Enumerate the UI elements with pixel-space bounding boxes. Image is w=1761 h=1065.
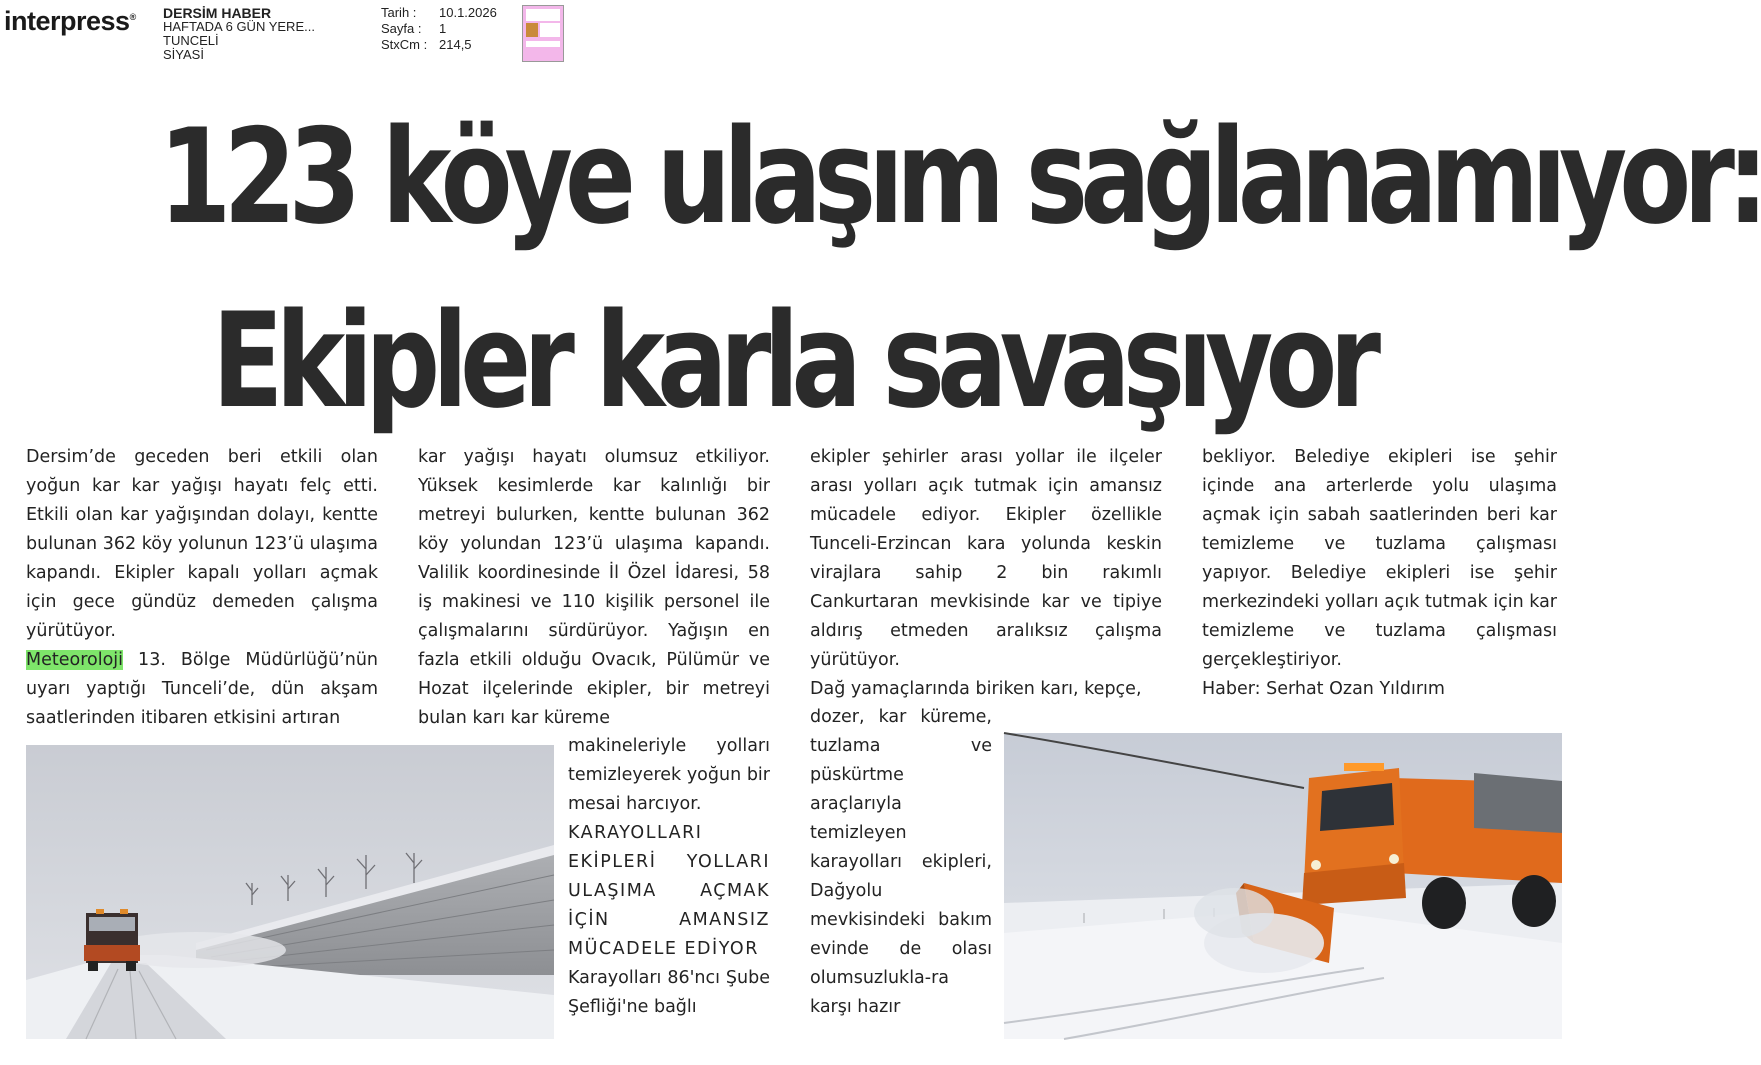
area-label: StxCm : <box>381 37 428 52</box>
highlighted-keyword: Meteoroloji <box>26 650 124 670</box>
paragraph: Dersim’de geceden beri etkili olan yoğun kar kar yağışı hayatı felç etti. Etkili olan kar yağışından dolayı, kentte bulunan 362 köy yolunun 123’ü ulaşıma kapandı. Ekipler kapalı yolları açmak için gece gündüz demeden çalışma yürütüyor. <box>26 447 378 641</box>
date-value: 10.1.2026 <box>439 5 497 20</box>
page-value: 1 <box>439 21 447 36</box>
paragraph: makineleriyle yolları temizleyerek yoğun bir mesai harcıyor. <box>568 736 770 814</box>
publication-category: SİYASİ <box>163 47 204 62</box>
area-value: 214,5 <box>439 37 472 52</box>
paragraph-text: 13. Bölge Müdürlüğü’nün uyarı yaptığı Tunceli’de, dün akşam saatlerinden itibaren etkisini artıran <box>26 650 378 728</box>
article-column-3 <box>810 443 1162 704</box>
byline: Haber: Serhat Ozan Yıldırım <box>1202 679 1445 699</box>
clipping-meta <box>381 5 497 53</box>
paragraph <box>26 646 378 733</box>
paragraph: kar yağışı hayatı olumsuz etkiliyor. Yüksek kesimlerde kar kalınlığı bir metreyi bulurken, kentte bulunan 362 köy yolundan 123’ü ulaşıma kapandı. Valilik koordinesinde İl Özel İdaresi, 58 iş makinesi ve 110 kişilik personel ile çalışmalarını sürdürüyor. Yağışın en fazla etkili olduğu Ovacık, Pülümür ve Hozat ilçelerinde ekipler, bir metreyi bulan karı kar küreme <box>418 447 770 728</box>
headline-line-2: Ekipler karla savaşıyor <box>211 284 1374 437</box>
logo-registered-mark: ® <box>129 12 136 22</box>
publication-frequency: HAFTADA 6 GÜN YERE... <box>163 19 315 34</box>
paragraph: Karayolları 86'ncı Şube Şefliği'ne bağlı <box>568 968 770 1017</box>
page-label: Sayfa : <box>381 21 422 36</box>
date-label: Tarih : <box>381 5 417 20</box>
paragraph: bekliyor. Belediye ekipleri ise şehir içinde ana arterlerde yolu ulaşıma açmak için sabah saatlerinden beri kar temizleme ve tuzlama çalışması yapıyor. Belediye ekipleri ise şehir merkezindeki yolları açık tutmak için kar temizleme ve tuzlama çalışması gerçekleştiriyor. <box>1202 447 1557 670</box>
article-column-2 <box>418 443 770 733</box>
article-column-2-lower <box>568 732 770 1022</box>
snowplow-on-road-photo <box>26 745 554 1039</box>
logo-text: interpress <box>4 6 130 36</box>
article-column-1 <box>26 443 378 733</box>
paragraph: Dağ yamaçlarında biriken karı, kepçe, <box>810 679 1142 699</box>
publication-city: TUNCELİ <box>163 33 219 48</box>
paragraph: dozer, kar küreme, tuzlama ve püskürtme araçlarıyla temizleyen karayolları ekipleri, Dağyolu mevkisindeki bakım evinde de olası olumsuzlukla-ra karşı hazır <box>810 707 992 1017</box>
interpress-logo <box>4 6 136 37</box>
headline <box>0 85 1761 453</box>
page-thumbnail[interactable] <box>522 5 564 62</box>
paragraph: ekipler şehirler arası yollar ile ilçeler arası yolları açık tutmak için amansız mücadele ediyor. Ekipler özellikle Tunceli-Erzincan kara yolunda keskin virajlara sahip 2 bin rakımlı Cankurtaran mevkisinde kar ve tipiye aldırış etmeden aralıksız çalışma yürütüyor. <box>810 447 1162 670</box>
publication-name: DERSİM HABER <box>163 5 272 21</box>
article-column-3-lower <box>810 703 992 1022</box>
article-column-4 <box>1202 443 1557 704</box>
publication-info <box>163 6 315 62</box>
headline-line-1: 123 köye ulaşım sağlanamıyor: <box>158 100 1761 253</box>
subheading: KARAYOLLARI EKİPLERİ YOLLARI ULAŞIMA AÇMAK İÇİN AMANSIZ MÜCADELE EDİYOR <box>568 823 770 959</box>
orange-snowplow-truck-photo <box>1004 733 1562 1039</box>
